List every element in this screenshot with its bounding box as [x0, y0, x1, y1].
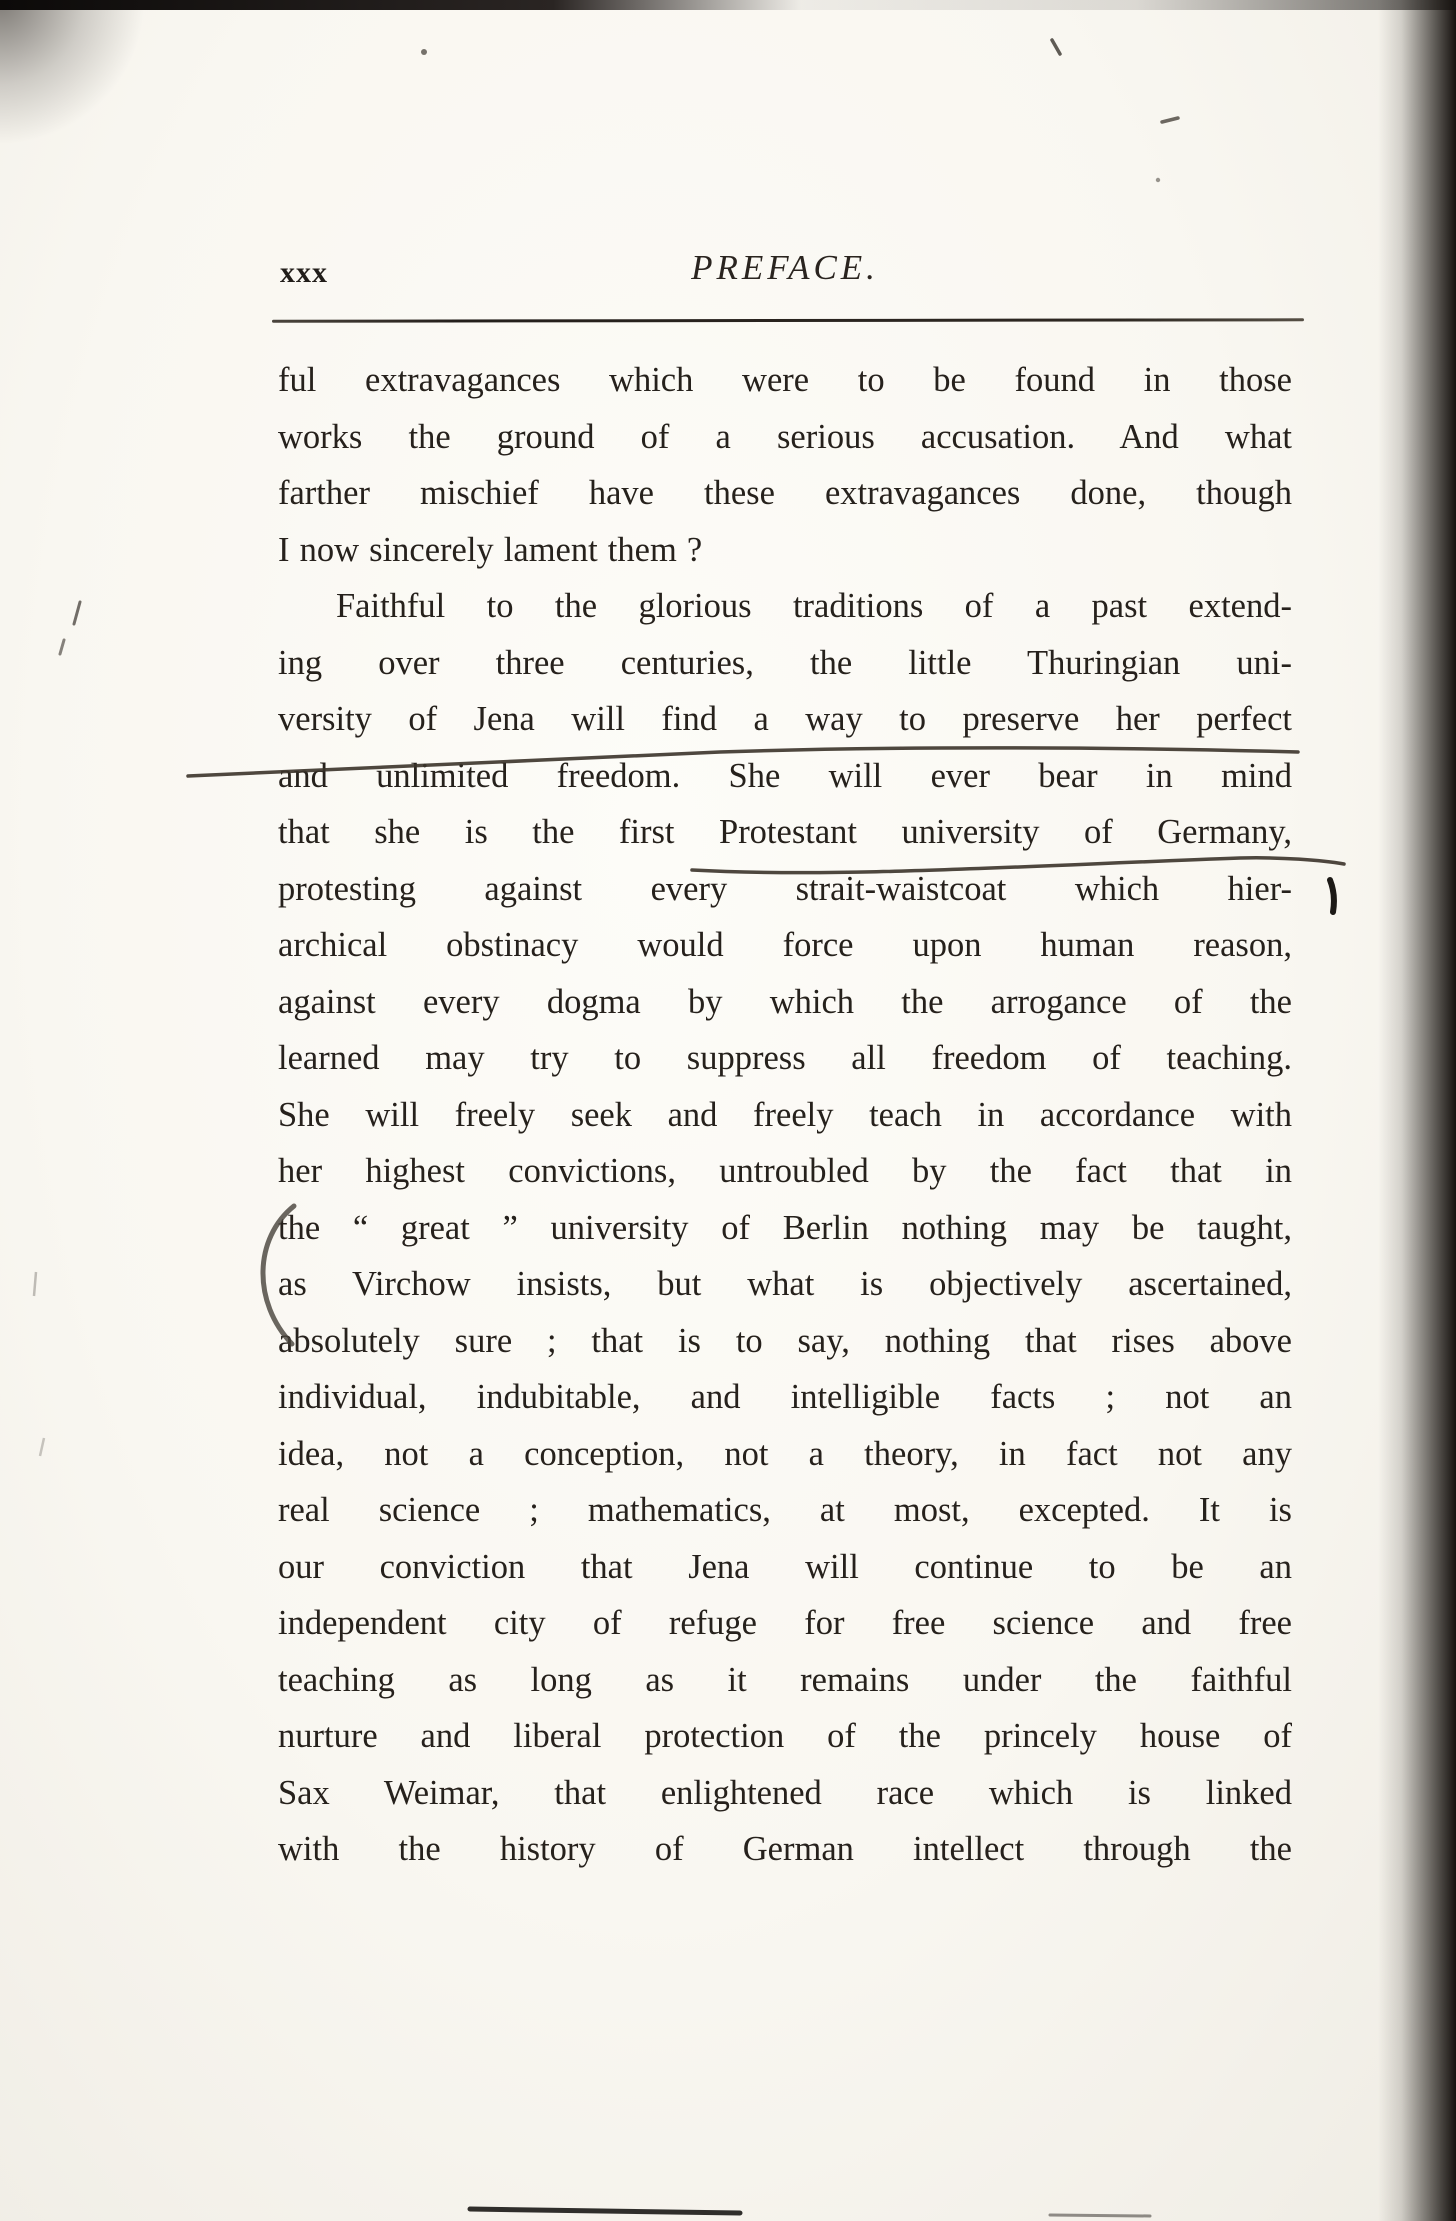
- left-margin-speck-1: [74, 602, 80, 624]
- running-title: PREFACE.: [691, 248, 879, 287]
- text-line: works the ground of a serious accusation. And what: [278, 417, 1292, 456]
- text-line: nurture and liberal protection of the princely house of: [278, 1717, 1292, 1755]
- left-edge-tick-1: [34, 1272, 36, 1296]
- text-line: idea, not a conception, not a theory, in fact not any: [278, 1434, 1292, 1473]
- left-edge-tick-2: [40, 1438, 44, 1456]
- text-line: ful extravagances which were to be found in those: [278, 361, 1292, 399]
- text-line: individual, indubitable, and intelligible facts ; not an: [278, 1378, 1292, 1416]
- bottom-edge-mark: [470, 2209, 740, 2213]
- scan-corner-smudge: [0, 0, 150, 150]
- text-line: Faithful to the glorious traditions of a past extend-: [336, 587, 1292, 625]
- text-line: ing over three centuries, the little Thuringian uni-: [278, 643, 1292, 682]
- text-line: absolutely sure ; that is to say, nothing that rises above: [278, 1321, 1292, 1360]
- text-block: [278, 352, 1292, 1878]
- text-line: her highest convictions, untroubled by the fact that in: [278, 1152, 1292, 1190]
- text-line: versity of Jena will find a way to preserve her perfect: [278, 700, 1292, 738]
- scan-edge-right-binding-shadow: [1378, 0, 1456, 2221]
- text-line: teaching as long as it remains under the faithful: [278, 1660, 1292, 1699]
- text-line: and unlimited freedom. She will ever bear in mind: [278, 756, 1292, 795]
- text-line: independent city of refuge for free science and free: [278, 1604, 1292, 1642]
- paragraph-faithful: [278, 578, 1292, 1878]
- top-speck-dot: [421, 49, 427, 55]
- top-speck-dot-2: [1156, 178, 1160, 182]
- text-line: our conviction that Jena will continue to be an: [278, 1547, 1292, 1586]
- text-line: Sax Weimar, that enlightened race which is linked: [278, 1773, 1292, 1812]
- bottom-edge-mark-2: [1050, 2215, 1150, 2216]
- text-line: real science ; mathematics, at most, excepted. It is: [278, 1491, 1292, 1529]
- top-speck-dash: [1162, 118, 1178, 122]
- text-line: archical obstinacy would force upon human reason,: [278, 926, 1292, 964]
- text-line: the “ great ” university of Berlin nothing may be taught,: [278, 1208, 1292, 1247]
- header-rule: [272, 318, 1304, 322]
- running-head: [278, 248, 1292, 296]
- text-line: that she is the first Protestant university of Germany,: [278, 813, 1292, 851]
- text-line: learned may try to suppress all freedom of teaching.: [278, 1039, 1292, 1077]
- text-line: farther mischief have these extravagances done, though: [278, 474, 1292, 512]
- scan-edge-top: [0, 0, 1456, 10]
- top-speck-stroke: [1052, 40, 1060, 54]
- text-line: She will freely seek and freely teach in accordance with: [278, 1095, 1292, 1134]
- text-line: with the history of German intellect through the: [278, 1830, 1292, 1868]
- right-margin-tick: [1330, 880, 1334, 912]
- left-margin-speck-2: [60, 640, 64, 654]
- paragraph-continuation: [278, 352, 1292, 578]
- text-line: protesting against every strait-waistcoat which hier-: [278, 869, 1292, 908]
- page-number: xxx: [280, 256, 328, 289]
- text-line: against every dogma by which the arrogance of the: [278, 982, 1292, 1021]
- text-line: I now sincerely lament them ?: [278, 530, 703, 569]
- text-line: as Virchow insists, but what is objectively ascertained,: [278, 1265, 1292, 1303]
